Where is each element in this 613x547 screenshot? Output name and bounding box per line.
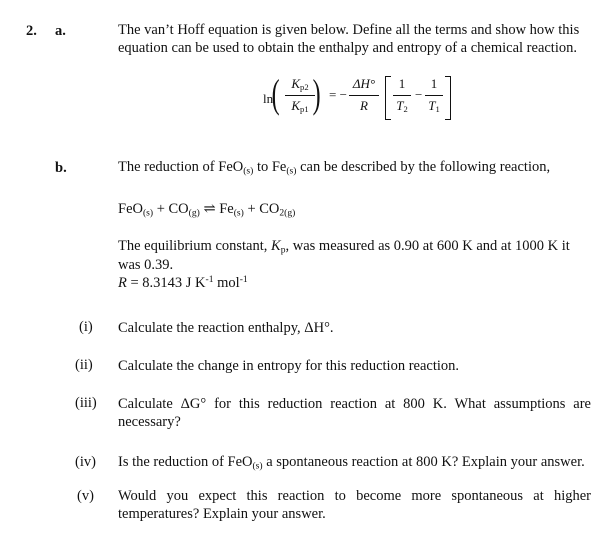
eq-r: R: [360, 98, 368, 113]
eq-delta-h: ΔH°: [352, 76, 376, 91]
part-b-intro: The reduction of FeO$_{(s)}$ to $Fe_{(s)}$ can be described by the following reaction,: [118, 159, 551, 177]
eq-fraction-bar-t2: [393, 95, 411, 96]
eq-ln: ln: [263, 91, 274, 106]
vant-hoff-equation: [263, 71, 473, 124]
eq-one-b: 1: [430, 76, 438, 91]
eq-equals-minus: = −: [329, 87, 347, 102]
part-b-label: b.: [55, 160, 67, 176]
part-a-line-1: The van’t Hoff equation is given below. Define all the terms and show how this: [118, 22, 580, 38]
eq-kp1: $K_{p1}$: [291, 98, 309, 115]
question-number: 2.: [26, 23, 37, 39]
eq-fraction-bar-t1: [425, 95, 443, 96]
eq-left-paren: (: [271, 71, 280, 116]
subpart-v-label: (v): [77, 488, 94, 504]
part-a-label: a.: [55, 23, 66, 39]
eq-one-a: 1: [398, 76, 406, 91]
eq-fraction-bar-h: [349, 95, 379, 96]
subpart-iii-text: Calculate ΔG° for this reduction reaction at 800 K. What assumptions are necessary?: [118, 396, 591, 430]
subpart-iv-label: (iv): [75, 454, 96, 470]
equilibrium-constant-line-1: The equilibrium constant, $K_p$, was measured as 0.90 at 600 K and at 1000 K it: [118, 238, 570, 256]
eq-right-paren: ): [312, 71, 321, 116]
eq-t1: $T_1$: [428, 98, 440, 115]
subpart-ii-text: Calculate the change in entropy for this reduction reaction.: [118, 358, 460, 374]
subpart-i-label: (i): [79, 319, 93, 335]
subpart-v-text: Would you expect this reaction to become more spontaneous at higher temperatures? Explain your answer.: [118, 488, 591, 522]
subpart-ii-label: (ii): [75, 357, 93, 373]
subpart-iii-label: (iii): [75, 395, 97, 411]
eq-kp2: $K_{p2}$: [291, 76, 309, 93]
eq-t2: $T_2$: [396, 98, 408, 115]
eq-right-bracket: [445, 76, 451, 120]
eq-fraction-bar-k: [285, 95, 315, 96]
subpart-i-text: Calculate the reaction enthalpy, ΔH°.: [118, 320, 334, 336]
subpart-iv-text: Is the reduction of FeO$_{(s)}$ a spontaneous reaction at 800 K? Explain your answer.: [118, 454, 585, 472]
eq-left-bracket: [385, 76, 391, 120]
reaction-equation: $FeO_{(s)} + CO_{(g)}$ ⇌ $Fe_{(s)} + CO_{2(g)}$: [118, 201, 296, 219]
eq-minus: −: [415, 87, 423, 102]
gas-constant: R = 8.3143 J $K^{-1}$ mol$^{-1}$: [118, 273, 248, 291]
equilibrium-constant-line-2: was 0.39.: [118, 257, 174, 273]
part-a-line-2: equation can be used to obtain the enthalpy and entropy of a chemical reaction.: [118, 40, 577, 56]
